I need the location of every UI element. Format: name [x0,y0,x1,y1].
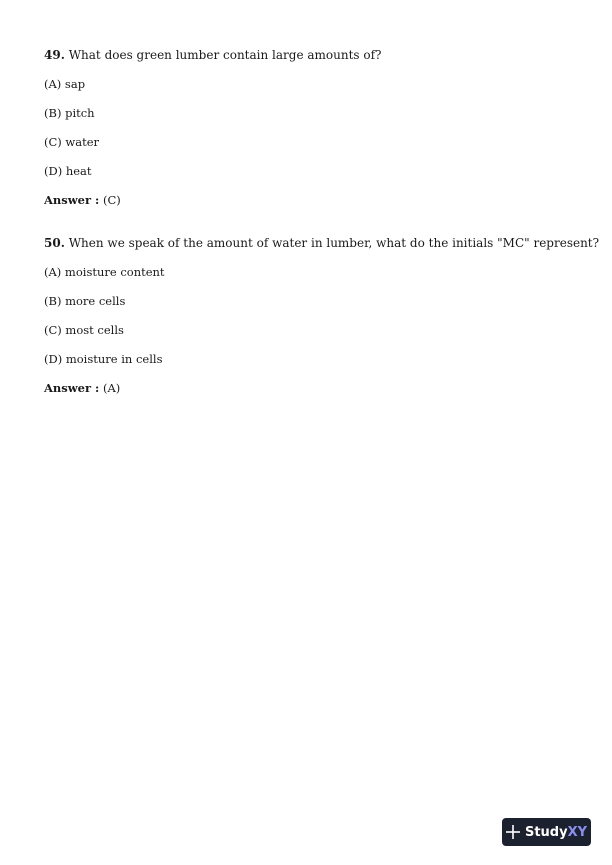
answer-value: (A) [102,381,121,395]
answer-option: (C) water [44,135,100,149]
answer-option: (B) more cells [44,294,126,308]
answer-label: Answer : [44,381,100,395]
answer-option: (C) most cells [44,323,124,337]
question-text-line [44,235,600,251]
answer-option: (A) sap [44,77,86,91]
question-number: 50. [44,236,65,250]
studyxy-logo [502,818,591,846]
answer-option: (D) moisture in cells [44,352,163,366]
question-text-line [44,47,584,63]
question-number: 49. [44,48,65,62]
answer-option: (A) moisture content [44,265,165,279]
logo-brand-accent: XY [567,824,588,840]
logo-brand-main: Study [524,824,568,840]
question-49 [44,47,584,208]
plus-icon [506,825,520,839]
answer-line [44,192,584,208]
answer-label: Answer : [44,193,100,207]
question-50 [44,235,600,396]
answer-value: (C) [102,193,121,207]
question-text: What does green lumber contain large amounts of? [68,48,382,62]
question-text: When we speak of the amount of water in lumber, what do the initials "MC" represent? [68,236,600,250]
answer-line [44,380,584,396]
answer-option: (D) heat [44,164,92,178]
answer-option: (B) pitch [44,106,95,120]
